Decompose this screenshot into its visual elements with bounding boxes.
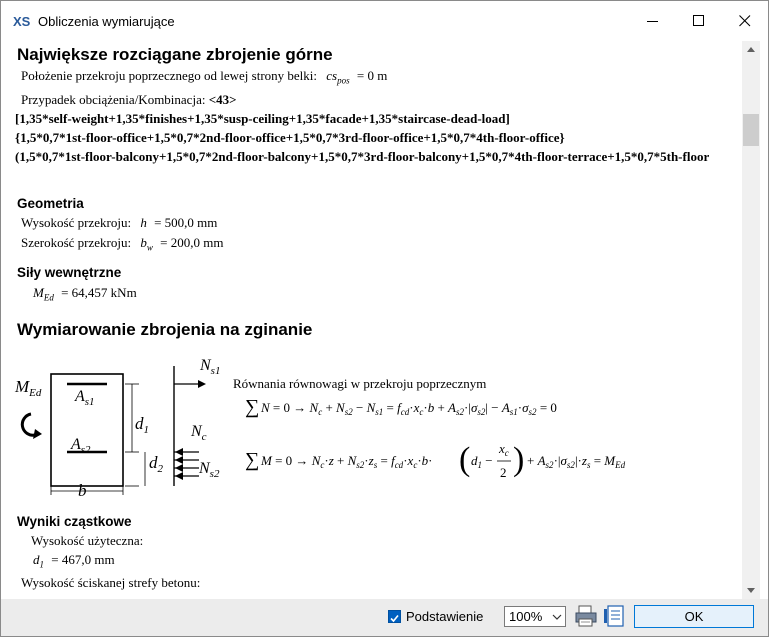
svg-text:M = 0 → Nc·z + Ns2·zs = fcd·: $M = 0 \to N_c\cdot z + N_{s2}\cdot z_s = f_{cd}\cdot x_c\cdot b\cdot$: [261, 453, 433, 470]
scroll-down-arrow-icon: [742, 582, 760, 599]
close-icon: [739, 15, 751, 27]
d1-symbol: d: [33, 552, 40, 567]
title-bar: [1, 1, 768, 41]
equilibrium-equations: [245, 395, 685, 485]
width-symbol: b: [140, 235, 147, 250]
diagram-med-label: $M_{Ed}$: [15, 377, 42, 399]
svg-text:XS: XS: [13, 14, 31, 29]
svg-text:∑: ∑: [245, 449, 260, 471]
app-logo-icon: [13, 13, 33, 29]
equilibrium-label: Równania równowagi w przekroju poprzecznym: [233, 376, 487, 391]
load-case-row: [21, 92, 237, 108]
moment-value: = 64,457 kNm: [61, 285, 137, 300]
combination-line-1: [1,35*self-weight+1,35*finishes+1,35*susp-ceiling+1,35*facade+1,35*staircase-dead-load]: [15, 111, 510, 126]
report-content: [1, 41, 742, 599]
ok-button[interactable]: OK: [634, 605, 754, 628]
load-case-value: <43>: [208, 92, 237, 107]
substitution-checkbox[interactable]: [388, 610, 401, 623]
combination-line-2: {1,5*0,7*1st-floor-office+1,5*0,7*2nd-floor-office+1,5*0,7*3rd-floor-office+1,5*0,7*4th-floor-office}: [15, 130, 565, 145]
geometry-height-row: [21, 215, 217, 231]
height-symbol: h: [140, 215, 147, 230]
vertical-scrollbar[interactable]: [742, 41, 760, 599]
partial-results-heading: Wyniki cząstkowe: [17, 514, 132, 529]
scroll-up-button[interactable]: [742, 41, 760, 58]
diagram-ns1-label: $N_{s1}$: [200, 357, 221, 377]
bending-heading: Wymiarowanie zbrojenia na zginanie: [17, 320, 313, 339]
combination-line-3: (1,5*0,7*1st-floor-balcony+1,5*0,7*2nd-floor-balcony+1,5*0,7*3rd-floor-balcony+1,5*0,7*4th-floor-terrace+1,5*0,7*5th-floor: [15, 149, 710, 164]
substitution-label: Podstawienie: [406, 609, 484, 624]
chevron-down-icon: [552, 613, 562, 621]
height-value: = 500,0 mm: [154, 215, 218, 230]
width-value: = 200,0 mm: [160, 235, 224, 250]
diagram-as2-label: $A_{s2}$: [71, 436, 91, 456]
svg-text:): ): [513, 441, 525, 478]
compression-zone-label: Wysokość ściskanej strefy betonu:: [21, 575, 201, 590]
close-button[interactable]: [722, 1, 768, 41]
zoom-select[interactable]: [504, 606, 566, 627]
minimize-button[interactable]: [630, 1, 676, 41]
effective-height-label: Wysokość użyteczna:: [31, 533, 144, 548]
minimize-icon: [647, 15, 659, 27]
scroll-up-arrow-icon: [742, 41, 760, 58]
zoom-value: 100%: [509, 609, 543, 624]
svg-text:2: 2: [500, 465, 507, 480]
diagram-d2-label: $d_2$: [149, 453, 163, 475]
maximize-icon: [693, 15, 705, 27]
height-label: Wysokość przekroju:: [21, 215, 132, 230]
moment-sub: Ed: [43, 292, 54, 303]
geometry-heading: Geometria: [17, 196, 84, 211]
svg-text:xc: $x_c$: [499, 441, 509, 458]
svg-text:d1 −: $d_1$ −: [471, 453, 493, 470]
internal-forces-heading: Siły wewnętrzne: [17, 265, 122, 280]
section-heading-top-reinforcement: Największe rozciągane zbrojenie górne: [17, 45, 333, 64]
page-setup-icon[interactable]: [603, 604, 625, 628]
moment-row: [33, 285, 137, 303]
geometry-width-row: [21, 235, 223, 253]
window-title: Obliczenia wymiarujące: [38, 14, 175, 29]
svg-text:+ As2·|σs2|·zs = MEd: + $A_{s2}\cdot|\sigma_{s2}|\cdot z_s = M_{Ed}$: [527, 453, 626, 470]
checkmark-icon: [389, 613, 400, 624]
moment-symbol: M: [33, 285, 44, 300]
diagram-b-label: b: [78, 481, 87, 500]
section-position-label: Położenie przekroju poprzecznego od lewej strony belki:: [21, 68, 318, 83]
section-position-row: [21, 68, 387, 86]
width-sub: w: [146, 242, 153, 253]
scroll-down-button[interactable]: [742, 582, 760, 599]
d1-value: = 467,0 mm: [51, 552, 115, 567]
diagram-ns2-label: $N_{s2}$: [199, 460, 220, 480]
print-icon[interactable]: [574, 604, 598, 628]
width-label: Szerokość przekroju:: [21, 235, 132, 250]
maximize-button[interactable]: [676, 1, 722, 41]
diagram-nc-label: $N_c$: [191, 423, 207, 443]
scrollbar-thumb[interactable]: [743, 114, 759, 146]
svg-text:(: (: [459, 441, 471, 478]
section-position-symbol: cs: [326, 68, 338, 83]
d1-sub: 1: [39, 559, 44, 570]
section-position-value: = 0 m: [356, 68, 388, 83]
cross-section-diagram: [11, 356, 231, 506]
section-position-sub: pos: [337, 75, 350, 86]
diagram-d1-label: $d_1$: [135, 414, 149, 436]
effective-height-row: [33, 552, 115, 570]
diagram-as1-label: $A_{s1}$: [75, 388, 95, 408]
svg-text:∑: ∑: [245, 396, 260, 418]
load-case-label: Przypadek obciążenia/Kombinacja:: [21, 92, 206, 107]
svg-text:N = 0 → Nc + Ns2 − Ns1 = fcd: $N = 0 \to N_c + N_{s2} - N_{s1} = f_{cd}\cdot x_c\cdot b + A_{s2}\cdot|\sigma_{s2}| - A_{s1}\cdot\sigma_{s2} = 0$: [261, 400, 557, 417]
